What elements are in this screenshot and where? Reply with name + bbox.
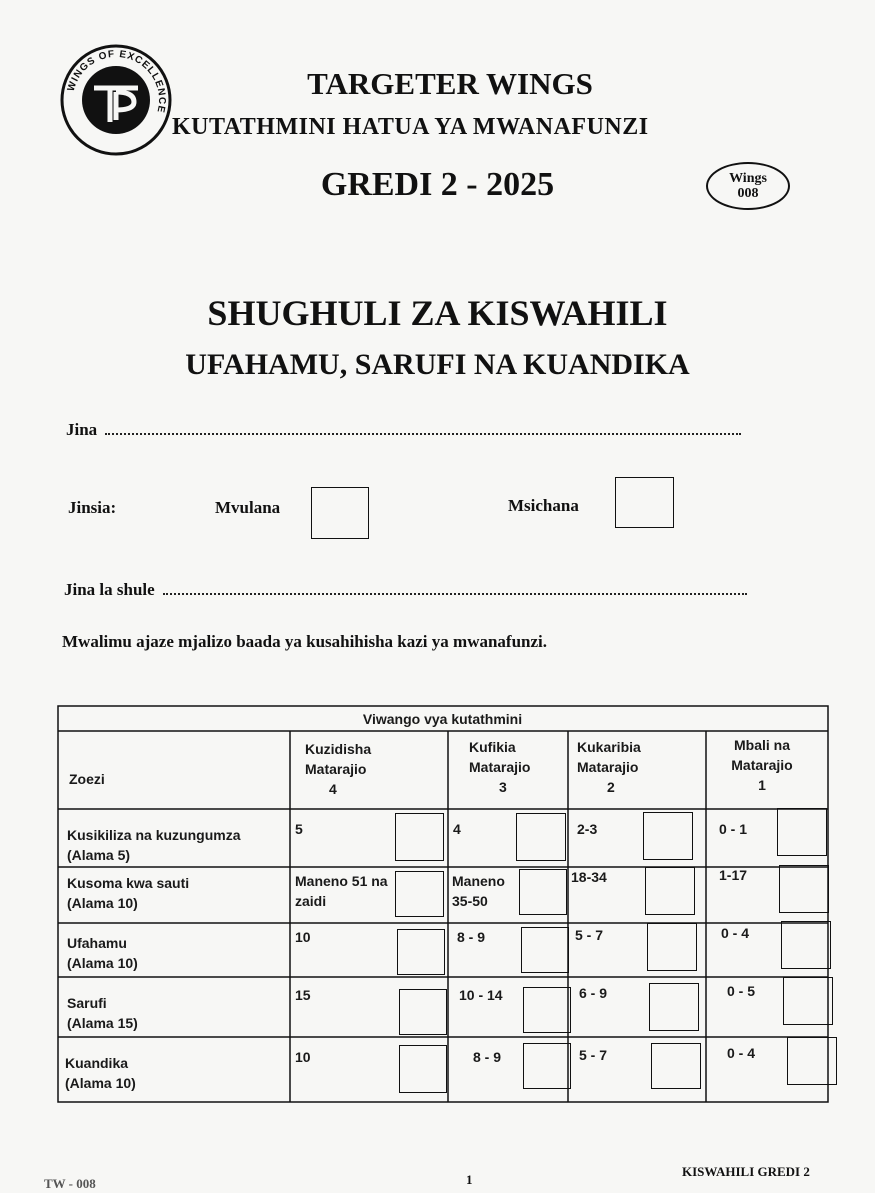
logo-ring-text: WINGS OF EXCELLENCE [65, 48, 168, 115]
score-box[interactable] [777, 808, 827, 856]
range-cell: 10 - 14 [459, 987, 503, 1003]
task-marks: (Alama 10) [65, 1075, 136, 1091]
range-cell: 0 - 5 [727, 983, 756, 999]
table-row [67, 873, 189, 913]
school-input-line[interactable] [163, 581, 747, 595]
range-cell: 10 [295, 1049, 311, 1065]
girl-label: Msichana [508, 496, 579, 515]
range-cell: 0 - 1 [719, 821, 748, 837]
school-field [64, 580, 747, 600]
score-box[interactable] [523, 987, 571, 1033]
badge-line-1: Wings [729, 171, 767, 186]
header-level-2 [577, 737, 667, 797]
score-box[interactable] [781, 921, 831, 969]
range-cell: 5 [295, 821, 303, 837]
range-cell: 18-34 [571, 869, 607, 885]
boy-checkbox[interactable] [311, 487, 369, 539]
task-name: Kusikiliza na kuzungumza [67, 827, 241, 843]
level-2-name: Kukaribia Matarajio [577, 739, 641, 775]
grade-year-title: GREDI 2 - 2025 [320, 166, 555, 203]
task-marks: (Alama 5) [67, 847, 131, 863]
level-1-name: Mbali na Matarajio [731, 737, 793, 773]
range-cell: 0 - 4 [727, 1045, 756, 1061]
range-cell: 8 - 9 [473, 1049, 502, 1065]
score-box[interactable] [399, 1045, 447, 1093]
score-box[interactable] [651, 1043, 701, 1089]
score-box[interactable] [787, 1037, 837, 1085]
score-box[interactable] [397, 929, 445, 975]
range-cell: 6 - 9 [579, 985, 608, 1001]
sections-title: UFAHAMU, SARUFI NA KUANDIKA [185, 348, 690, 381]
wings-badge [706, 162, 790, 210]
score-box[interactable] [645, 867, 695, 915]
task-name: Sarufi [67, 995, 107, 1011]
task-name: Kuandika [65, 1055, 129, 1071]
organization-title: TARGETER WINGS [307, 66, 593, 101]
school-label: Jina la shule [64, 580, 155, 599]
subject-title: SHUGHULI ZA KISWAHILI [207, 293, 668, 333]
header-level-1 [717, 735, 807, 795]
level-2-score: 2 [607, 779, 615, 795]
footer-code: TW - 008 [44, 1176, 96, 1191]
score-box[interactable] [519, 869, 567, 915]
name-field [66, 420, 741, 440]
table-row [67, 825, 240, 865]
task-marks: (Alama 10) [67, 895, 138, 911]
score-box[interactable] [647, 923, 697, 971]
gender-label: Jinsia: [68, 498, 117, 517]
task-marks: (Alama 10) [67, 955, 138, 971]
score-box[interactable] [779, 865, 829, 913]
range-cell: Maneno 51 na zaidi [295, 873, 388, 909]
header-zoezi: Zoezi [69, 771, 105, 787]
footer-subject: KISWAHILI GREDI 2 [682, 1164, 810, 1179]
score-box[interactable] [521, 927, 569, 973]
teacher-instruction: Mwalimu ajaze mjalizo baada ya kusahihisha kazi ya mwanafunzi. [62, 632, 548, 651]
score-box[interactable] [643, 812, 693, 860]
task-name: Ufahamu [67, 935, 127, 951]
range-cell: 2-3 [577, 821, 598, 837]
range-cell: 0 - 4 [721, 925, 750, 941]
score-box[interactable] [783, 977, 833, 1025]
assessment-title: KUTATHMINI HATUA YA MWANAFUNZI [172, 114, 649, 140]
level-3-name: Kufikia Matarajio [469, 739, 531, 775]
level-1-score: 1 [758, 777, 766, 793]
level-4-name: Kuzidisha Matarajio [305, 741, 372, 777]
assessment-table [57, 705, 839, 1105]
range-cell: 5 - 7 [575, 927, 604, 943]
girl-checkbox[interactable] [615, 477, 674, 528]
range-cell: 8 - 9 [457, 929, 486, 945]
header-level-4 [305, 739, 405, 799]
boy-label: Mvulana [215, 498, 281, 517]
range-cell: 10 [295, 929, 311, 945]
score-box[interactable] [523, 1043, 571, 1089]
score-box[interactable] [516, 813, 566, 861]
task-name: Kusoma kwa sauti [67, 875, 190, 891]
range-cell: 1-17 [719, 867, 748, 883]
name-input-line[interactable] [105, 421, 741, 435]
table-row [67, 993, 138, 1033]
range-cell: 15 [295, 987, 311, 1003]
score-box[interactable] [649, 983, 699, 1031]
range-cell: 4 [453, 821, 461, 837]
table-row [65, 1053, 136, 1093]
header-level-3 [469, 737, 559, 797]
range-cell: 5 - 7 [579, 1047, 608, 1063]
score-box[interactable] [395, 813, 444, 861]
table-row [67, 933, 138, 973]
table-caption: Viwango vya kutathmini [362, 711, 523, 727]
level-4-score: 4 [329, 781, 337, 797]
badge-line-2: 008 [737, 186, 759, 201]
score-box[interactable] [395, 871, 444, 917]
task-marks: (Alama 15) [67, 1015, 138, 1031]
page-number: 1 [466, 1172, 473, 1187]
range-cell: Maneno 35-50 [452, 873, 505, 909]
score-box[interactable] [399, 989, 447, 1035]
name-label: Jina [66, 420, 98, 439]
level-3-score: 3 [499, 779, 507, 795]
